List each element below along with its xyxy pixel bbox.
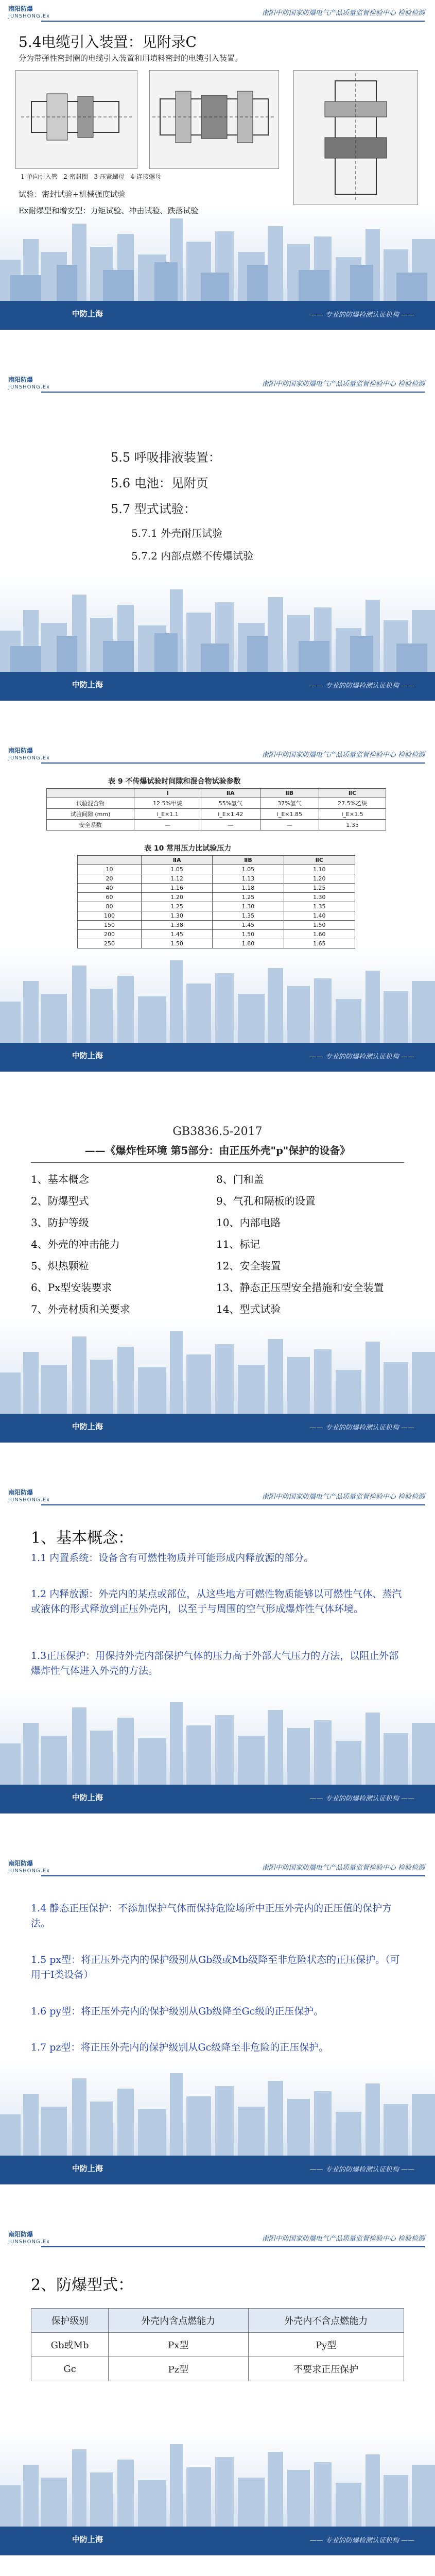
- t2-cell: 1.50: [213, 930, 284, 939]
- t2-cell: 1.50: [141, 939, 212, 948]
- city-skyline-icon: [0, 574, 435, 672]
- item-type-test: 5.7 型式试验：: [111, 502, 196, 516]
- t2-header: ⅡC: [284, 856, 355, 865]
- slide-header: [0, 2226, 435, 2255]
- section-title: 1、基本概念：: [31, 1529, 134, 1547]
- ptype-header: 外壳内含点燃能力: [109, 2309, 248, 2333]
- footer-left-text: 中防上海: [72, 309, 103, 318]
- t2-cell: 1.45: [141, 930, 212, 939]
- t2-cell: 1.10: [284, 865, 355, 874]
- header-slogan: 南阳中防国家防爆电气产品质量监督检验中心 检验检测: [262, 380, 425, 388]
- header-line: [41, 2246, 425, 2247]
- city-skyline-icon: [0, 203, 435, 301]
- t2-cell: 1.40: [284, 911, 355, 921]
- t2-cell: 1.60: [213, 939, 284, 948]
- ptype-cell: Gc: [31, 2357, 109, 2381]
- logo-subtext: JUNSHONG.Ex: [8, 755, 50, 761]
- t1-cell: 试验间隙 (mm): [47, 809, 134, 820]
- footer-left-text: 中防上海: [72, 2164, 103, 2173]
- t2-cell: 1.65: [284, 939, 355, 948]
- logo-subtext: JUNSHONG.Ex: [8, 1497, 50, 1503]
- contents-item: 1、基本概念: [31, 1173, 89, 1185]
- t2-cell: 200: [78, 930, 142, 939]
- title-divider: [31, 1162, 404, 1163]
- paragraph-1-5: 1.5 px型：将正压外壳内的保护级别从Gb级或Mb级降至非危险状态的正压保护。（可用于I类设备）: [31, 1954, 400, 1980]
- t2-cell: 1.25: [141, 902, 212, 911]
- logo-subtext: JUNSHONG.Ex: [8, 2239, 50, 2245]
- test-text-2: Ex耐爆型和增安型：力矩试验、冲击试验、跌落试验: [19, 206, 199, 215]
- section-title: 2、防爆型式：: [31, 2276, 134, 2294]
- contents-item: 8、门和盖: [216, 1173, 264, 1185]
- table-10-caption: 表 10 常用压力比试验压力: [144, 844, 232, 853]
- t1-header: ⅡC: [319, 789, 386, 798]
- table-row: [47, 820, 386, 831]
- fig-label-2: 2-密封圈: [63, 173, 88, 180]
- logo-text: 南阳防爆: [8, 5, 33, 12]
- footer-right-text: —— 专业的防爆检测认证机构 ——: [309, 2166, 414, 2174]
- contents-item: 4、外壳的冲击能力: [31, 1238, 120, 1250]
- slide-title: 5.4电缆引入装置：见附录C: [19, 33, 197, 50]
- header-slogan: 南阳中防国家防爆电气产品质量监督检验中心 检验检测: [262, 751, 425, 759]
- paragraph-1-2: 1.2 内释放源：外壳内的某点或部位，从这些地方可燃性物质能够以可燃性气体、蒸汽或液体的形式释放到正压外壳内，以至于与周围的空气形成爆炸性气体环境。: [31, 1588, 402, 1615]
- logo-subtext: JUNSHONG.Ex: [8, 384, 50, 390]
- t2-cell: 1.35: [284, 902, 355, 911]
- t1-cell: —: [260, 820, 319, 831]
- t2-cell: 1.30: [213, 902, 284, 911]
- footer-left-text: 中防上海: [72, 2535, 103, 2544]
- t1-header: [47, 789, 134, 798]
- slide-footer: [0, 301, 435, 330]
- t2-header: ⅡA: [141, 856, 212, 865]
- slide-footer: [0, 1414, 435, 1443]
- table-9-caption: 表 9 不传爆试验时间隙和混合物试验参数: [108, 777, 241, 786]
- standard-title: ——《爆炸性环境 第5部分：由正压外壳"p"保护的设备》: [84, 1144, 351, 1157]
- paragraph-1-4: 1.4 静态正压保护：不添加保护气体而保持危险场所中正压外壳内的正压值的保护方法。: [31, 1903, 392, 1929]
- contents-item: 3、防护等级: [31, 1216, 89, 1229]
- item-ignition-test: 5.7.2 内部点燃不传爆试验: [131, 550, 254, 562]
- t1-cell: 安全系数: [47, 820, 134, 831]
- t1-header: ⅡB: [260, 789, 319, 798]
- ptype-cell: Px型: [109, 2333, 248, 2357]
- figure-labels: [21, 172, 161, 181]
- slide-basic-concepts: [0, 1484, 435, 1814]
- t1-cell: 1.35: [319, 820, 386, 831]
- intro-text: 分为带弹性密封圈的电缆引入装置和用填料密封的电缆引入装置。: [19, 54, 243, 63]
- logo-subtext: JUNSHONG.Ex: [8, 1868, 50, 1874]
- footer-right-text: —— 专业的防爆检测认证机构 ——: [309, 311, 414, 319]
- contents-item: 9、气孔和隔板的设置: [216, 1195, 316, 1207]
- t2-cell: 1.35: [213, 911, 284, 921]
- t2-cell: 10: [78, 865, 142, 874]
- header-slogan: 南阳中防国家防爆电气产品质量监督检验中心 检验检测: [262, 2235, 425, 2243]
- gland-vertical-icon: [294, 71, 417, 205]
- header-line: [41, 392, 425, 393]
- contents-item: 11、标记: [216, 1238, 260, 1250]
- contents-item: 2、防爆型式: [31, 1195, 89, 1207]
- contents-item: 12、安全装置: [216, 1260, 281, 1272]
- table-row: [78, 921, 355, 930]
- header-line: [41, 762, 425, 764]
- cable-gland-figure-a: [15, 70, 137, 169]
- fig-label-1: 1-单向引入管: [21, 173, 58, 180]
- table-row: [47, 809, 386, 820]
- table-9: [46, 788, 386, 831]
- logo-subtext: JUNSHONG.Ex: [8, 13, 50, 19]
- table-row: [47, 798, 386, 809]
- header-slogan: 南阳中防国家防爆电气产品质量监督检验中心 检验检测: [262, 9, 425, 17]
- protection-type-table: [31, 2308, 404, 2381]
- contents-item: 10、内部电路: [216, 1216, 281, 1229]
- t2-cell: 1.05: [213, 865, 284, 874]
- t2-cell: 1.30: [141, 911, 212, 921]
- t2-cell: 1.16: [141, 884, 212, 893]
- t1-cell: —: [134, 820, 201, 831]
- t2-cell: 1.25: [284, 884, 355, 893]
- slide-footer: [0, 1043, 435, 1072]
- header-line: [41, 1504, 425, 1505]
- t1-cell: i_E×1.85: [260, 809, 319, 820]
- slide-contents: [0, 1113, 435, 1443]
- table-row: [78, 865, 355, 874]
- paragraph-1-3: 1.3正压保护：用保持外壳内部保护气体的压力高于外部大气压力的方法，以阻止外部爆炸性气体进入外壳的方法。: [31, 1650, 399, 1676]
- table-row: [78, 911, 355, 921]
- logo-text: 南阳防爆: [8, 1489, 33, 1496]
- t2-cell: 150: [78, 921, 142, 930]
- gland-drawing-icon: [16, 71, 137, 168]
- table-row: [78, 930, 355, 939]
- t2-cell: 100: [78, 911, 142, 921]
- t2-cell: 1.20: [284, 874, 355, 884]
- item-breather: 5.5 呼吸排液装置：: [111, 450, 221, 465]
- slide-footer: [0, 1785, 435, 1814]
- slide-protection-kinds: [0, 1855, 435, 2184]
- table-row: [31, 2357, 404, 2381]
- ptype-header: 保护级别: [31, 2309, 109, 2333]
- t2-cell: 1.20: [141, 893, 212, 902]
- logo-text: 南阳防爆: [8, 2231, 33, 2238]
- footer-right-text: —— 专业的防爆检测认证机构 ——: [309, 2537, 414, 2545]
- logo-text: 南阳防爆: [8, 1860, 33, 1867]
- t1-cell: i_E×1.1: [134, 809, 201, 820]
- slide-test-tables: [0, 742, 435, 1072]
- t2-cell: 40: [78, 884, 142, 893]
- t2-cell: 250: [78, 939, 142, 948]
- header-line: [41, 1875, 425, 1876]
- slide-header: [0, 371, 435, 400]
- t2-cell: 1.50: [284, 921, 355, 930]
- city-skyline-icon: [0, 945, 435, 1043]
- ptype-cell: Gb或Mb: [31, 2333, 109, 2357]
- footer-right-text: —— 专业的防爆检测认证机构 ——: [309, 1424, 414, 1432]
- t1-cell: i_E×1.42: [201, 809, 260, 820]
- t2-cell: 1.13: [213, 874, 284, 884]
- contents-item: 5、炽热颗粒: [31, 1260, 89, 1272]
- paragraph-1-6: 1.6 py型：将正压外壳内的保护级别从Gb级降至Gc级的正压保护。: [31, 2006, 324, 2017]
- cable-gland-figure-c: [293, 70, 418, 205]
- standard-number: GB3836.5-2017: [172, 1125, 263, 1138]
- contents-right-column: [216, 1168, 384, 1320]
- slide-cable-entry: [0, 0, 435, 330]
- t2-cell: 80: [78, 902, 142, 911]
- t1-cell: 试验混合物: [47, 798, 134, 809]
- table-row: [78, 893, 355, 902]
- t1-cell: 37%氢气: [260, 798, 319, 809]
- footer-left-text: 中防上海: [72, 1793, 103, 1802]
- t2-cell: 1.30: [284, 893, 355, 902]
- t1-cell: 27.5%乙炔: [319, 798, 386, 809]
- table-row: [31, 2333, 404, 2357]
- ptype-cell: 不要求正压保护: [248, 2357, 404, 2381]
- footer-right-text: —— 专业的防爆检测认证机构 ——: [309, 1053, 414, 1061]
- table-row: [78, 902, 355, 911]
- footer-left-text: 中防上海: [72, 1422, 103, 1431]
- contents-item: 6、Px型安装要求: [31, 1281, 112, 1294]
- t2-cell: 1.05: [141, 865, 212, 874]
- t2-cell: 60: [78, 893, 142, 902]
- contents-item: 7、外壳材质和关要求: [31, 1303, 130, 1315]
- t1-header: ⅡA: [201, 789, 260, 798]
- t2-header: ⅡB: [213, 856, 284, 865]
- footer-right-text: —— 专业的防爆检测认证机构 ——: [309, 1795, 414, 1803]
- t2-header: [78, 856, 142, 865]
- footer-left-text: 中防上海: [72, 1051, 103, 1060]
- test-text: 试验：密封试验+机械强度试验: [19, 190, 126, 199]
- city-skyline-icon: [0, 1687, 435, 1785]
- gland-section-icon: [150, 71, 279, 168]
- contents-left-column: [31, 1168, 130, 1320]
- city-skyline-icon: [0, 1316, 435, 1414]
- t2-cell: 1.38: [141, 921, 212, 930]
- fig-label-3: 3-压紧螺母: [94, 173, 125, 180]
- t1-cell: 12.5%甲烷: [134, 798, 201, 809]
- cable-gland-figure-b: [149, 70, 279, 169]
- slide-footer: [0, 2156, 435, 2184]
- slide-ex-types: [0, 2226, 435, 2555]
- slide-header: [0, 742, 435, 771]
- table-row: [78, 884, 355, 893]
- t2-cell: 20: [78, 874, 142, 884]
- t1-header: Ⅰ: [134, 789, 201, 798]
- ptype-header: 外壳内不含点燃能力: [248, 2309, 404, 2333]
- contents-item: 13、静态正压型安全措施和安全装置: [216, 1281, 384, 1294]
- slide-footer: [0, 672, 435, 701]
- paragraph-1-1: 1.1 内置系统：设备含有可燃性物质并可能形成内释放源的部分。: [31, 1552, 314, 1564]
- table-10: [77, 855, 355, 948]
- header-slogan: 南阳中防国家防爆电气产品质量监督检验中心 检验检测: [262, 1864, 425, 1872]
- fig-label-4: 4-连接螺母: [130, 173, 162, 180]
- t2-cell: 1.18: [213, 884, 284, 893]
- logo-text: 南阳防爆: [8, 376, 33, 383]
- t1-cell: 55%氢气: [201, 798, 260, 809]
- footer-right-text: —— 专业的防爆检测认证机构 ——: [309, 682, 414, 690]
- ptype-cell: Py型: [248, 2333, 404, 2357]
- paragraph-1-7: 1.7 pz型：将正压外壳内的保护级别从Gc级降至非危险的正压保护。: [31, 2042, 329, 2053]
- slide-header: [0, 1484, 435, 1513]
- t1-cell: —: [201, 820, 260, 831]
- ptype-cell: Pz型: [109, 2357, 248, 2381]
- header-line: [41, 21, 425, 22]
- logo-text: 南阳防爆: [8, 747, 33, 754]
- item-battery: 5.6 电池：见附页: [111, 476, 208, 490]
- t1-cell: i_E×1.5: [319, 809, 386, 820]
- footer-left-text: 中防上海: [72, 680, 103, 689]
- t2-cell: 1.60: [284, 930, 355, 939]
- contents-item: 14、型式试验: [216, 1303, 281, 1315]
- t2-cell: 1.12: [141, 874, 212, 884]
- t2-cell: 1.45: [213, 921, 284, 930]
- header-slogan: 南阳中防国家防爆电气产品质量监督检验中心 检验检测: [262, 1493, 425, 1501]
- slide-header: [0, 1855, 435, 1884]
- slide-footer: [0, 2527, 435, 2555]
- slide-header: [0, 0, 435, 29]
- slide-type-tests: [0, 371, 435, 701]
- t2-cell: 1.25: [213, 893, 284, 902]
- item-pressure-test: 5.7.1 外壳耐压试验: [131, 527, 223, 539]
- table-row: [78, 874, 355, 884]
- city-skyline-icon: [0, 2429, 435, 2527]
- city-skyline-icon: [0, 2058, 435, 2156]
